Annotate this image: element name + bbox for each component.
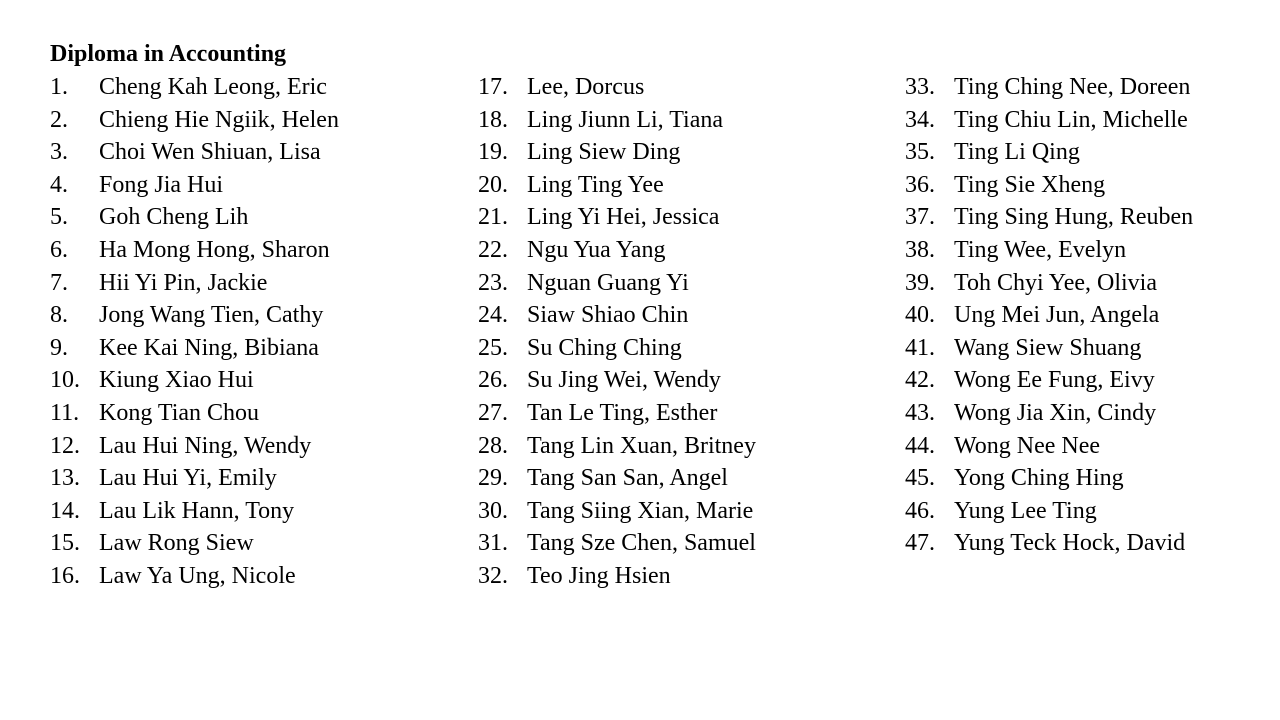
list-item-number: 3. [50,139,68,166]
list-item-name: Nguan Guang Yi [527,269,689,296]
list-item [905,169,1193,202]
list-item-number: 28. [478,432,508,459]
name-list-column-2 [478,71,756,593]
list-item-name: Lau Hui Ning, Wendy [99,432,312,459]
list-item [905,430,1193,463]
list-item [478,527,756,560]
list-item-name: Ting Li Qing [954,139,1080,166]
list-item-number: 9. [50,334,68,361]
list-item [478,136,756,169]
list-item-name: Lau Hui Yi, Emily [99,465,277,492]
list-item [478,397,756,430]
list-item-name: Cheng Kah Leong, Eric [99,74,327,100]
list-item-number: 26. [478,367,508,394]
list-item [50,299,339,332]
list-item-number: 13. [50,465,80,492]
list-item-name: Tan Le Ting, Esther [527,399,718,426]
list-item-number: 41. [905,334,935,361]
list-item-number: 36. [905,171,935,198]
list-item [905,397,1193,430]
name-list-column-3 [905,71,1193,560]
list-item-number: 12. [50,432,80,459]
list-item-name: Goh Cheng Lih [99,204,249,231]
list-item [478,71,756,104]
list-item-number: 32. [478,562,508,589]
list-item-number: 19. [478,139,508,166]
list-item-name: Yung Lee Ting [954,497,1097,524]
list-item-name: Law Rong Siew [99,530,254,557]
list-item [478,104,756,137]
name-list-column-1 [50,71,339,593]
list-item [50,560,339,593]
list-item-name: Siaw Shiao Chin [527,302,689,329]
list-item [50,169,339,202]
list-item [905,495,1193,528]
list-item [50,462,339,495]
list-item-name: Kee Kai Ning, Bibiana [99,334,319,361]
list-item-number: 25. [478,334,508,361]
list-item-number: 40. [905,302,935,329]
list-item [905,332,1193,365]
list-item-number: 43. [905,399,935,426]
list-item-name: Lee, Dorcus [527,74,645,100]
list-item-name: Ting Sing Hung, Reuben [954,204,1194,231]
list-item [50,364,339,397]
list-item [905,462,1193,495]
list-item-name: Hii Yi Pin, Jackie [99,269,268,296]
list-item [50,495,339,528]
list-item [905,71,1193,104]
list-item-number: 21. [478,204,508,231]
list-item-name: Su Ching Ching [527,334,682,361]
list-item-number: 31. [478,530,508,557]
list-item [905,299,1193,332]
list-item-name: Ling Jiunn Li, Tiana [527,106,724,133]
list-item [50,234,339,267]
list-item [50,430,339,463]
list-item [50,71,339,104]
list-item-name: Tang Sze Chen, Samuel [527,530,756,557]
list-item-name: Ung Mei Jun, Angela [954,302,1160,329]
list-item-number: 4. [50,171,68,198]
list-item [905,364,1193,397]
list-item [50,332,339,365]
list-item [478,169,756,202]
list-item [478,234,756,267]
list-item-name: Wong Nee Nee [954,432,1101,459]
list-item-name: Ling Yi Hei, Jessica [527,204,720,231]
list-item-name: Jong Wang Tien, Cathy [99,302,324,329]
list-item-name: Chieng Hie Ngiik, Helen [99,106,339,133]
list-item [50,136,339,169]
list-item-number: 45. [905,465,935,492]
list-item-number: 22. [478,236,508,263]
list-item-number: 5. [50,204,68,231]
list-item-name: Su Jing Wei, Wendy [527,367,721,394]
list-item-name: Wong Ee Fung, Eivy [954,367,1155,394]
page-title: Diploma in Accounting [50,41,287,67]
list-item-number: 47. [905,530,935,557]
list-item [478,299,756,332]
list-item-number: 42. [905,367,935,394]
list-item [905,267,1193,300]
list-item-number: 38. [905,236,935,263]
list-item-number: 18. [478,106,508,133]
list-item-number: 1. [50,74,68,100]
list-item-number: 44. [905,432,935,459]
list-item-number: 30. [478,497,508,524]
list-item-name: Yong Ching Hing [954,465,1124,492]
list-item-number: 8. [50,302,68,329]
list-item-name: Ting Wee, Evelyn [954,236,1127,263]
list-item-name: Kiung Xiao Hui [99,367,254,394]
list-item [478,332,756,365]
list-item-number: 39. [905,269,935,296]
list-item [905,201,1193,234]
list-item [905,136,1193,169]
list-item-number: 15. [50,530,80,557]
list-item [478,462,756,495]
list-item-number: 23. [478,269,508,296]
list-item [478,364,756,397]
list-item [905,527,1193,560]
list-item-name: Tang San San, Angel [527,465,728,492]
list-item-number: 20. [478,171,508,198]
list-item-number: 10. [50,367,80,394]
list-item-name: Lau Lik Hann, Tony [99,497,295,524]
list-item-number: 46. [905,497,935,524]
list-item-number: 37. [905,204,935,231]
list-item-name: Toh Chyi Yee, Olivia [954,269,1157,296]
list-item [478,495,756,528]
list-item-name: Choi Wen Shiuan, Lisa [99,139,321,166]
list-item-name: Ling Siew Ding [527,139,681,166]
list-item-number: 33. [905,74,935,100]
list-item-name: Teo Jing Hsien [527,562,671,589]
list-item [50,527,339,560]
list-item [905,234,1193,267]
list-item [478,201,756,234]
list-item-name: Kong Tian Chou [99,399,260,426]
list-item [478,560,756,593]
list-item-number: 34. [905,106,935,133]
list-item [50,104,339,137]
list-item [478,430,756,463]
list-item-name: Tang Lin Xuan, Britney [527,432,756,459]
list-item-number: 11. [50,399,80,426]
list-item-number: 35. [905,139,935,166]
list-item-name: Ling Ting Yee [527,171,664,198]
list-item-number: 16. [50,562,80,589]
list-item-name: Tang Siing Xian, Marie [527,497,754,524]
list-item-number: 27. [478,399,508,426]
list-item [50,267,339,300]
list-item-name: Ting Ching Nee, Doreen [954,74,1191,100]
list-item-name: Ting Sie Xheng [954,171,1106,198]
list-item-number: 6. [50,236,68,263]
list-item-name: Fong Jia Hui [99,171,224,198]
list-item-number: 24. [478,302,508,329]
list-item [50,201,339,234]
list-item-name: Ngu Yua Yang [527,236,666,263]
list-item-number: 7. [50,269,68,296]
list-item-number: 29. [478,465,508,492]
list-item-number: 14. [50,497,80,524]
list-item-name: Ha Mong Hong, Sharon [99,236,330,263]
list-item-name: Wong Jia Xin, Cindy [954,399,1157,426]
list-item-name: Wang Siew Shuang [954,334,1142,361]
list-item-number: 2. [50,106,68,133]
list-item [905,104,1193,137]
list-item-name: Yung Teck Hock, David [954,530,1186,557]
list-item-name: Ting Chiu Lin, Michelle [954,106,1188,133]
list-item-number: 17. [478,74,508,100]
list-item [478,267,756,300]
list-item [50,397,339,430]
list-item-name: Law Ya Ung, Nicole [99,562,296,589]
